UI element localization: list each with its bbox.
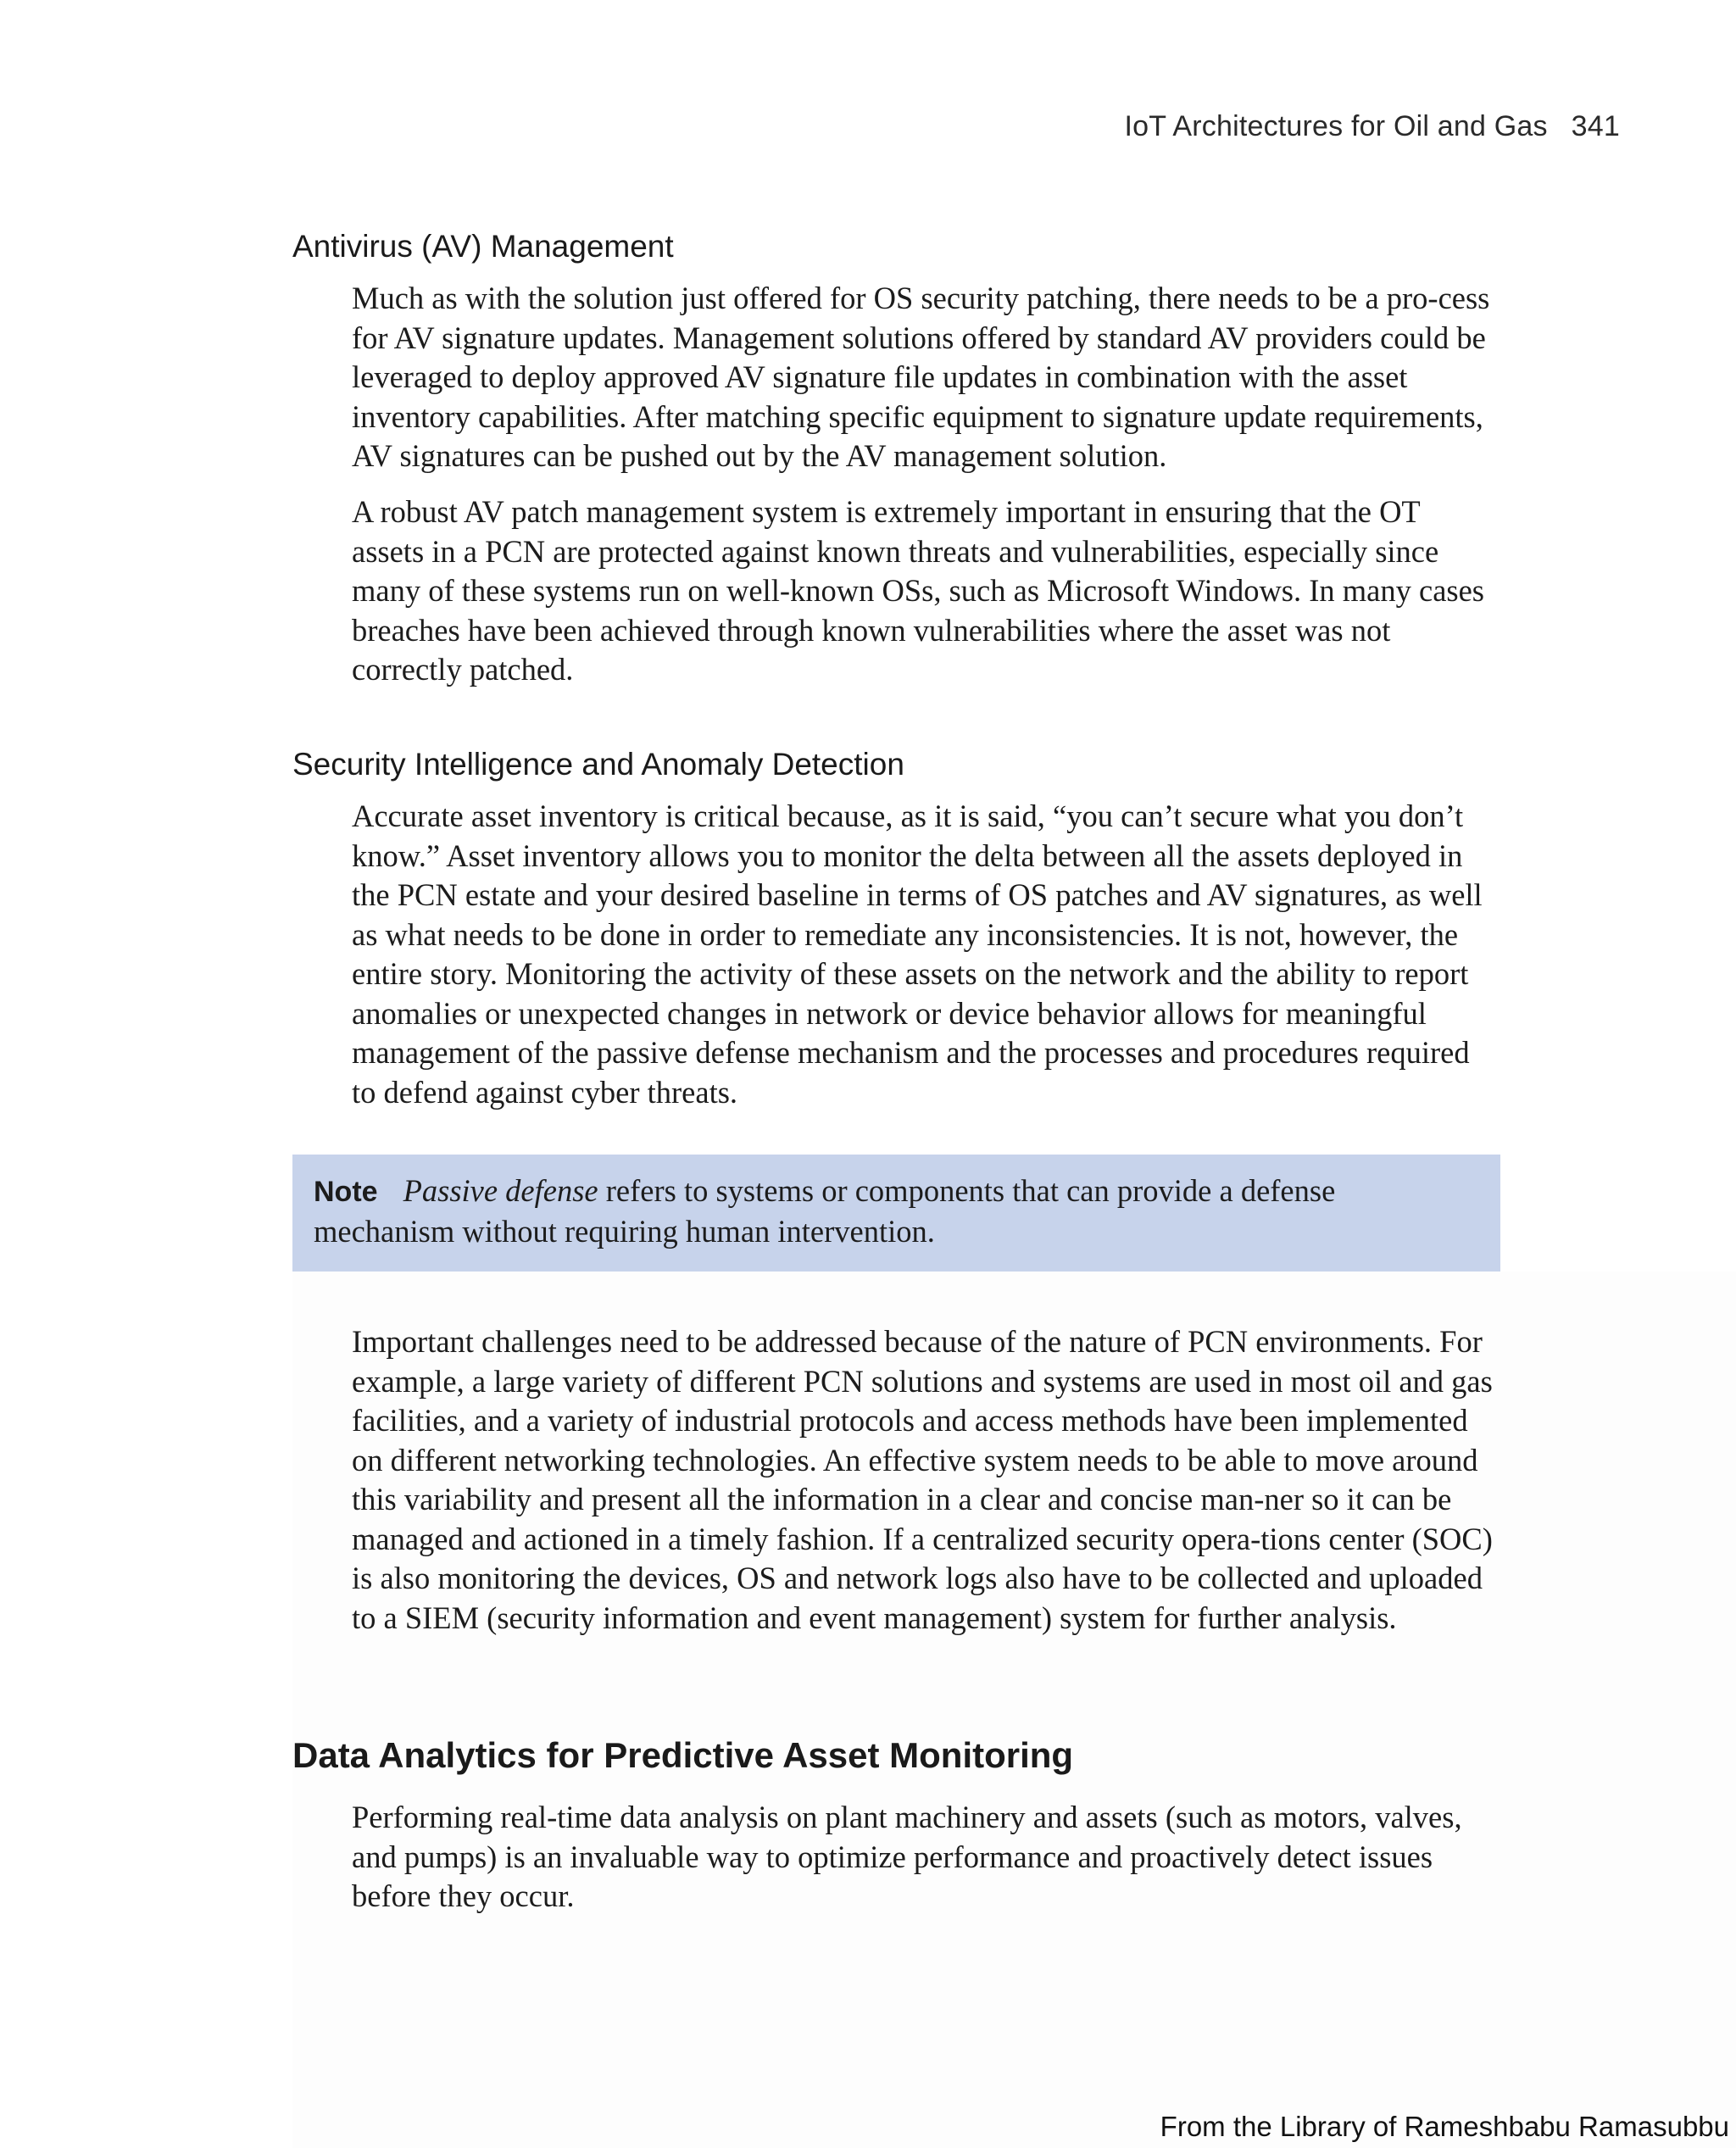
library-footer: From the Library of Rameshbabu Ramasubbu [1160, 2111, 1729, 2142]
paragraph-av-1: Much as with the solution just offered for OS security patching, there needs to be a pro-cess for AV signature updates. Management solutions offered by standard AV providers could be leveraged to deploy approved AV signature file updates in combination with the asset inventory capabilities. After matching specific equipment to signature update requirements, AV signatures can be pushed out by the AV management solution. [352, 281, 1490, 473]
running-header [1124, 110, 1620, 143]
heading-av-management: Antivirus (AV) Management [292, 229, 674, 264]
paragraph-av-2: A robust AV patch management system is extremely important in ensuring that the OT assets in a PCN are protected against known threats and vulnerabilities, especially since many of these systems run on well-known OSs, such as Microsoft Windows. In many cases breaches have been achieved through known vulnerabilities where the asset was not correctly patched. [352, 494, 1485, 687]
running-title: IoT Architectures for Oil and Gas [1124, 110, 1548, 142]
page-number: 341 [1571, 110, 1620, 142]
note-body: refers to systems or components that can provide a defense mechanism without requiring human intervention. [314, 1173, 1336, 1249]
heading-data-analytics: Data Analytics for Predictive Asset Monitoring [292, 1735, 1074, 1775]
note-text [314, 1171, 1480, 1251]
heading-security-intelligence: Security Intelligence and Anomaly Detection [292, 747, 904, 782]
paragraph-challenges: Important challenges need to be addressed because of the nature of PCN environments. For example, a large variety of different PCN solutions and systems are used in most oil and gas facilities, and a variety of industrial protocols and access methods have been implemented on different networking technologies. An effective system needs to be able to move around this variability and present all the information in a clear and concise man-ner so it can be managed and actioned in a timely fashion. If a centralized security opera-tions center (SOC) is also monitoring the devices, OS and network logs also have to be collected and uploaded to a SIEM (security information and event management) system for further analysis. [352, 1324, 1493, 1635]
note-box [292, 1155, 1500, 1272]
paragraph-security-1: Accurate asset inventory is critical because, as it is said, “you can’t secure what you don’t know.” Asset inventory allows you to monitor the delta between all the assets deployed in the PCN estate and your desired baseline in terms of OS patches and AV signatures, as well as what needs to be done in order to remediate any inconsistencies. It is not, however, the entire story. Monitoring the activity of these assets on the network and the ability to report anomalies or unexpected changes in network or device behavior allows for meaningful management of the passive defense mechanism and the processes and procedures required to defend against cyber threats. [352, 799, 1483, 1110]
note-label: Note [314, 1176, 378, 1208]
note-term: Passive defense [403, 1173, 598, 1208]
paragraph-data-analytics: Performing real-time data analysis on plant machinery and assets (such as motors, valves, and pumps) is an invaluable way to optimize performance and proactively detect issues before they occur. [352, 1800, 1462, 1913]
